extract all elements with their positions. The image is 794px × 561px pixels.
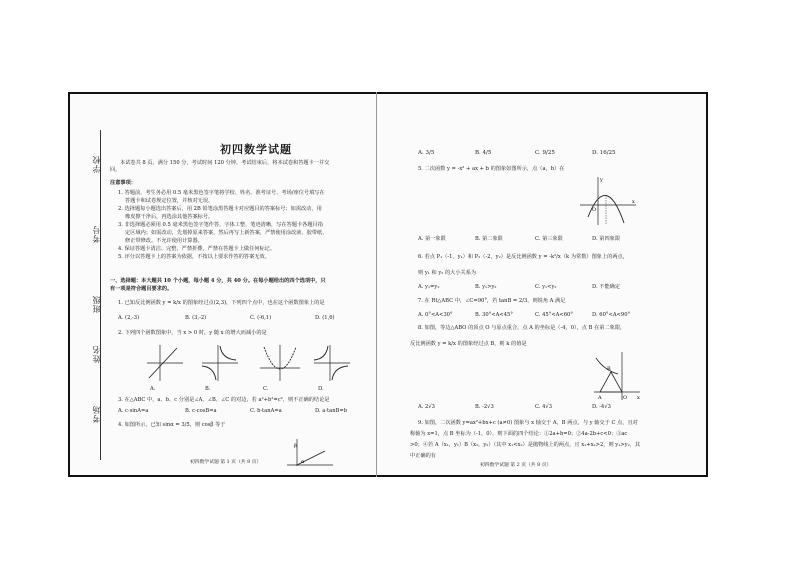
q4-option-b: B. 4/5 bbox=[475, 150, 492, 156]
q5-option-a: A. 第一象限 bbox=[418, 236, 446, 242]
svg-text:y: y bbox=[600, 177, 603, 183]
q1-option-a: A. (2,-3) bbox=[118, 315, 140, 321]
q9-line: >0；④若 A（x₁，y₁）B（x₂，y₂）（其中 x₁<x₂）是抛物线上的两点，且 x₁+x₂>2，则 y₁>y₂，其 bbox=[410, 442, 641, 448]
q7-option-b: B. 30°<A<45° bbox=[475, 312, 513, 318]
svg-text:x: x bbox=[632, 199, 635, 205]
q8-option-b: B. -2√3 bbox=[475, 404, 494, 410]
q2-stem: 2. 下列四个函数图象中，当 x > 0 时，y 随 x 的增大而减小的是 bbox=[118, 330, 267, 336]
q4-stem: 4. 如图所示，已知 sinα = 3/5，则 cosβ 等于 bbox=[118, 422, 226, 428]
note-line: 修正带修改。不允许使用计算器。 bbox=[125, 238, 203, 244]
q8-stem-cont: 反比例函数 y = k/x 的图象经过点 B，则 k 的值是 bbox=[410, 341, 527, 347]
page-title: 初四数学试题 bbox=[220, 143, 292, 156]
q1-option-c: C. (-6,1) bbox=[250, 315, 272, 321]
q7-option-d: D. 60°<A<90° bbox=[592, 312, 631, 318]
section-heading: 一、选择题：本大题共 10 个小题，每小题 4 分，共 40 分。在每小题给出的四个选项中，只 bbox=[110, 278, 326, 284]
note-line: 4. 保证答题卡清洁、完整，严禁折叠，严禁在答题卡上做任何标记。 bbox=[118, 246, 276, 252]
q8-option-c: C. 4√3 bbox=[535, 404, 552, 410]
q5-option-b: B. 第二象限 bbox=[475, 236, 503, 242]
q5-stem: 5. 二次函数 y = -x² + ax + b 的图象如图所示，点（a，b）在 bbox=[418, 166, 565, 172]
q3-option-d: D. a·tanB=b bbox=[315, 408, 348, 414]
note-line: 橡皮擦干净后，再选涂其他答案标号。 bbox=[125, 214, 214, 220]
footer-left: 初四数学试题 第 1 页（共 8 页） bbox=[190, 460, 262, 465]
binding-school-label: 学校 bbox=[92, 155, 101, 173]
q6-option-d: D. 不能确定 bbox=[592, 284, 621, 290]
q9-line: 9. 如图，二次函数 y=ax²+bx+c (a≠0) 图象与 x 轴交于 A，B 两点，与 y 轴交于 C 点，且对 bbox=[418, 420, 638, 426]
q8-triangle-figure bbox=[592, 350, 642, 402]
svg-text:B: B bbox=[607, 366, 611, 372]
q2-option-d: D. bbox=[318, 386, 324, 392]
svg-text:β: β bbox=[294, 443, 297, 449]
q2-graph-a bbox=[145, 343, 185, 383]
q4-option-a: A. 3/5 bbox=[418, 150, 435, 156]
note-line: 2. 选择题每小题选出答案后，用 2B 铅笔涂黑答题卡对应题目的答案标号；如需改动，用 bbox=[118, 206, 322, 212]
q1-option-b: B. (3,-2) bbox=[185, 315, 207, 321]
q2-graph-b bbox=[200, 343, 240, 383]
binding-name-label: 姓名 bbox=[92, 345, 101, 363]
binding-exam-room-label: 考场 bbox=[92, 405, 101, 423]
q9-line: 中正确的有 bbox=[410, 453, 436, 459]
page-fold-line bbox=[376, 92, 377, 477]
q7-stem: 7. 在 Rt△ABC 中，∠C=90°，若 tanB = 2/3，则锐角 A 满足 bbox=[418, 298, 566, 304]
svg-text:α: α bbox=[301, 459, 305, 465]
q1-stem: 1. 已知反比例函数 y = k/x 的图象经过点(2,3)，下列四个点中，也在这个函数图象上的是 bbox=[118, 300, 325, 306]
note-line: 5. 评分以答题卡上的答案为依据，不按以上要求作答的答案无效。 bbox=[118, 254, 270, 260]
note-line: 答题卡和试卷规定位置，并核对无误。 bbox=[125, 198, 214, 204]
q2-option-a: A. bbox=[150, 386, 156, 392]
q5-option-c: C. 第三象限 bbox=[535, 236, 563, 242]
q3-option-c: C. b·tanA=a bbox=[250, 408, 282, 414]
q4-option-d: D. 16/25 bbox=[592, 150, 616, 156]
binding-exam-no-label: 考号 bbox=[92, 225, 101, 243]
note-line: 3. 非选择题必须用 0.5 毫米黑色签字笔作答，字体工整、笔迹清晰，写在答题卡各题目指 bbox=[118, 222, 323, 228]
q8-option-d: D. -4√3 bbox=[592, 404, 611, 410]
binding-class-label: 班级 bbox=[92, 295, 101, 313]
svg-text:A: A bbox=[598, 395, 602, 401]
q6-stem-cont: 则 y₁ 和 y₂ 的大小关系为 bbox=[418, 270, 477, 276]
q2-option-b: B. bbox=[205, 386, 211, 392]
q5-option-d: D. 第四象限 bbox=[592, 236, 621, 242]
intro-line: 回。 bbox=[110, 167, 121, 173]
q3-option-a: A. c·sinA=a bbox=[118, 408, 149, 414]
q4-option-c: C. 9/25 bbox=[535, 150, 555, 156]
section-heading: 有一项是符合题目要求的。 bbox=[110, 286, 173, 292]
q6-option-b: B. y₁>y₂ bbox=[475, 284, 497, 290]
q8-stem: 8. 如图，等边△ABO 的顶点 O 与原点重合，点 A 的坐标是（-4，0），点 B 在第二象限， bbox=[418, 325, 626, 331]
q2-graph-c bbox=[258, 343, 302, 383]
q9-line: 称轴为 x=1，点 B 坐标为（-1，0），则下面的四个结论：①2a+b=0；②4a-2b+c<0；③ac bbox=[410, 431, 628, 437]
footer-right: 初四数学试题 第 2 页（共 8 页） bbox=[480, 463, 552, 468]
q5-parabola-figure bbox=[578, 175, 638, 227]
svg-text:O: O bbox=[623, 395, 628, 401]
q4-figure bbox=[285, 437, 335, 467]
svg-text:x: x bbox=[637, 395, 640, 401]
intro-line: 本试卷共 8 页，满分 150 分，考试时间 120 分钟。考试结束后，将本试卷和答题卡一并交 bbox=[120, 160, 330, 166]
q8-option-a: A. 2√3 bbox=[418, 404, 435, 410]
svg-text:O: O bbox=[592, 207, 597, 213]
note-line: 定区域内；如需改动，先划掉原来答案，然后再写上新答案，严禁使用涂改液、胶带纸、 bbox=[125, 230, 328, 236]
q1-option-d: D. (1,6) bbox=[315, 315, 335, 321]
q6-option-c: C. y₁<y₂ bbox=[535, 284, 557, 290]
q3-stem: 3. 在△ABC 中，a、b、c 分别是∠A、∠B、∠C 的对边，若 a²+b²=c²，则不正确的结论是 bbox=[118, 397, 330, 403]
q7-option-c: C. 45°<A<60° bbox=[535, 312, 573, 318]
notes-title: 注意事项： bbox=[110, 180, 136, 186]
q6-stem: 6. 若点 P₁（-1，y₁）和 P₂（-2，y₂）是反比例函数 y = -k²/x（k 为常数）图象上的两点， bbox=[418, 254, 628, 260]
q7-option-a: A. 0°<A<30° bbox=[418, 312, 453, 318]
q2-option-c: C. bbox=[263, 386, 269, 392]
q6-option-a: A. y₁=y₂ bbox=[418, 284, 440, 290]
q2-graph-d bbox=[312, 343, 352, 383]
note-line: 1. 答题前，考生务必用 0.5 毫米黑色签字笔将学校、姓名、准考证号、考场/座位号填写在 bbox=[118, 190, 325, 196]
q3-option-b: B. c·cosB=a bbox=[185, 408, 217, 414]
